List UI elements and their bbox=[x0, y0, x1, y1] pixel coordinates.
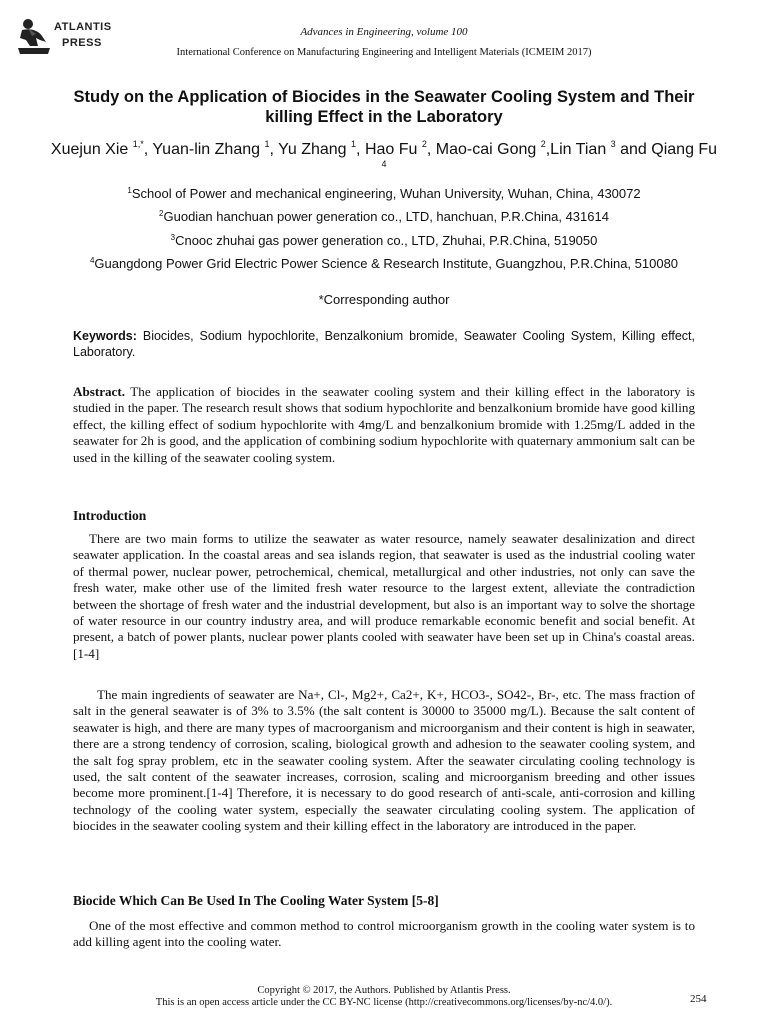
author-separator: , bbox=[426, 141, 436, 158]
affiliation-marker: 3 bbox=[170, 233, 176, 242]
author-affiliation-marker: 4 bbox=[381, 159, 387, 169]
affiliation-text: Guangdong Power Grid Electric Power Science & Research Institute, Guangzhou, P.R.China, 510080 bbox=[94, 256, 679, 271]
biocide-paragraph-1: One of the most effective and common method to control microorganism growth in the cooling water system is to add killing agent into the cooling water. bbox=[73, 918, 695, 950]
affiliation-text: School of Power and mechanical engineering, Wuhan University, Wuhan, China, 430072 bbox=[131, 186, 641, 201]
author-affiliation-marker: 2 bbox=[421, 139, 427, 149]
author-separator: , bbox=[143, 141, 153, 158]
journal-name: Advances in Engineering, volume 100 bbox=[300, 26, 468, 38]
paper-title: Study on the Application of Biocides in the Seawater Cooling System and Their killing Effect in the Laboratory bbox=[73, 88, 695, 126]
author-affiliation-marker: 1,* bbox=[132, 139, 144, 149]
author-name: Lin Tian bbox=[550, 141, 611, 158]
abstract-label: Abstract. bbox=[73, 384, 125, 399]
author-list bbox=[50, 140, 718, 180]
affiliation-marker: 1 bbox=[127, 186, 132, 195]
introduction-paragraph-1: There are two main forms to utilize the seawater as water resource, namely seawater desalinization and direct seawater application. In the coastal areas and sea islands region, that seawater is used as the industrial cooling water of thermal power, nuclear power, petrochemical, chemical, metallurgical and other industries, not only can save the fresh water, make other use of the limited fresh water resource to the largest extent, alleviate the contradiction between the shortage of fresh water and the industrial development, but also is an important way to solve the shortage of water resource in our country industry area, and will produce remarkable economic benefit and social benefit. At present, a batch of power plants, nuclear power plants cooled with seawater have been set up in China's coastal areas.[1-4] bbox=[73, 531, 695, 661]
corresponding-author-note: *Corresponding author bbox=[318, 292, 450, 307]
copyright-notice: Copyright © 2017, the Authors. Published by Atlantis Press. bbox=[257, 985, 511, 996]
author-affiliation-marker: 1 bbox=[264, 139, 270, 149]
keywords bbox=[73, 329, 695, 360]
author-affiliation-marker: 3 bbox=[610, 139, 616, 149]
affiliation-text: Guodian hanchuan power generation co., LTD, hanchuan, P.R.China, 431614 bbox=[163, 209, 609, 224]
introduction-paragraph-2: The main ingredients of seawater are Na+, Cl-, Mg2+, Ca2+, K+, HCO3-, SO42-, Br-, etc. The mass fraction of salt in the general seawater is of 3% to 3.5% (the salt content is 30000 to 35000 mg/L). Because the salt content of seawater is high, and there are many types of macroorganism and microorganism and their content is high in seawater, there are a strong tendency of corrosion, scaling, biological growth and adhesion to the seawater cooling system, and the salt fog spray problem, etc in the seawater cooling system. After the seawater circulating cooling technology is used, the salt content of the seawater increases, corrosion, scaling and microorganism breeding and other issues become more prominent.[1-4] Therefore, it is necessary to do good research of anti-scale, anti-corrosion and killing technology of the cooling water system, especially the seawater circulating cooling system. The application of biocides in the seawater cooling system and their killing effect in the laboratory are introduced in the paper. bbox=[73, 687, 695, 834]
affiliation-text: Cnooc zhuhai gas power generation co., LTD, Zhuhai, P.R.China, 519050 bbox=[175, 233, 598, 248]
author-affiliation-marker: 1 bbox=[351, 139, 357, 149]
author-name: Hao Fu bbox=[364, 141, 422, 158]
abstract-text: The application of biocides in the seawater cooling system and their killing effect in the laboratory is studied in the paper. The research result shows that sodium hypochlorite and benzalkonium bromide have good killing effect, the killing effect of sodium hypochlorite with 4mg/L and benzalkonium bromide with 1.25mg/L added in the seawater for 2h is good, and the application of combining sodium hypochlorite with quaternary ammonium salt can be used in the killing of the seawater cooling system. bbox=[73, 384, 695, 465]
affiliation-marker: 2 bbox=[159, 209, 164, 218]
author-name: Yu Zhang bbox=[278, 141, 352, 158]
keywords-text: Biocides, Sodium hypochlorite, Benzalkonium bromide, Seawater Cooling System, Killing effect, Laboratory. bbox=[73, 329, 695, 359]
author-name: Qiang Fu bbox=[651, 141, 718, 158]
author-affiliation-marker: 2 bbox=[540, 139, 546, 149]
author-separator: and bbox=[615, 141, 652, 158]
publisher-name-line1: ATLANTIS bbox=[54, 21, 112, 33]
affiliation-3 bbox=[70, 233, 698, 248]
author-name: Xuejun Xie bbox=[50, 141, 133, 158]
publisher-name-line2: PRESS bbox=[62, 37, 102, 49]
author-name: Yuan-lin Zhang bbox=[152, 141, 265, 158]
affiliation-marker: 4 bbox=[89, 256, 95, 265]
affiliation-4 bbox=[70, 256, 698, 271]
affiliation-2 bbox=[70, 209, 698, 224]
author-separator: , bbox=[356, 141, 365, 158]
section-heading-introduction: Introduction bbox=[73, 508, 147, 523]
keywords-label: Keywords: bbox=[73, 329, 137, 343]
abstract bbox=[73, 384, 695, 466]
conference-name: International Conference on Manufacturing Engineering and Intelligent Materials (ICMEIM 2017) bbox=[176, 47, 592, 58]
license-notice: This is an open access article under the CC BY-NC license (http://creativecommons.org/licenses/by-nc/4.0/). bbox=[155, 997, 613, 1008]
page-number: 254 bbox=[690, 993, 707, 1005]
section-heading-biocide: Biocide Which Can Be Used In The Cooling Water System [5-8] bbox=[73, 893, 439, 908]
affiliation-1 bbox=[70, 186, 698, 201]
author-separator: , bbox=[269, 141, 279, 158]
author-separator: , bbox=[545, 141, 551, 158]
author-name: Mao-cai Gong bbox=[435, 141, 541, 158]
